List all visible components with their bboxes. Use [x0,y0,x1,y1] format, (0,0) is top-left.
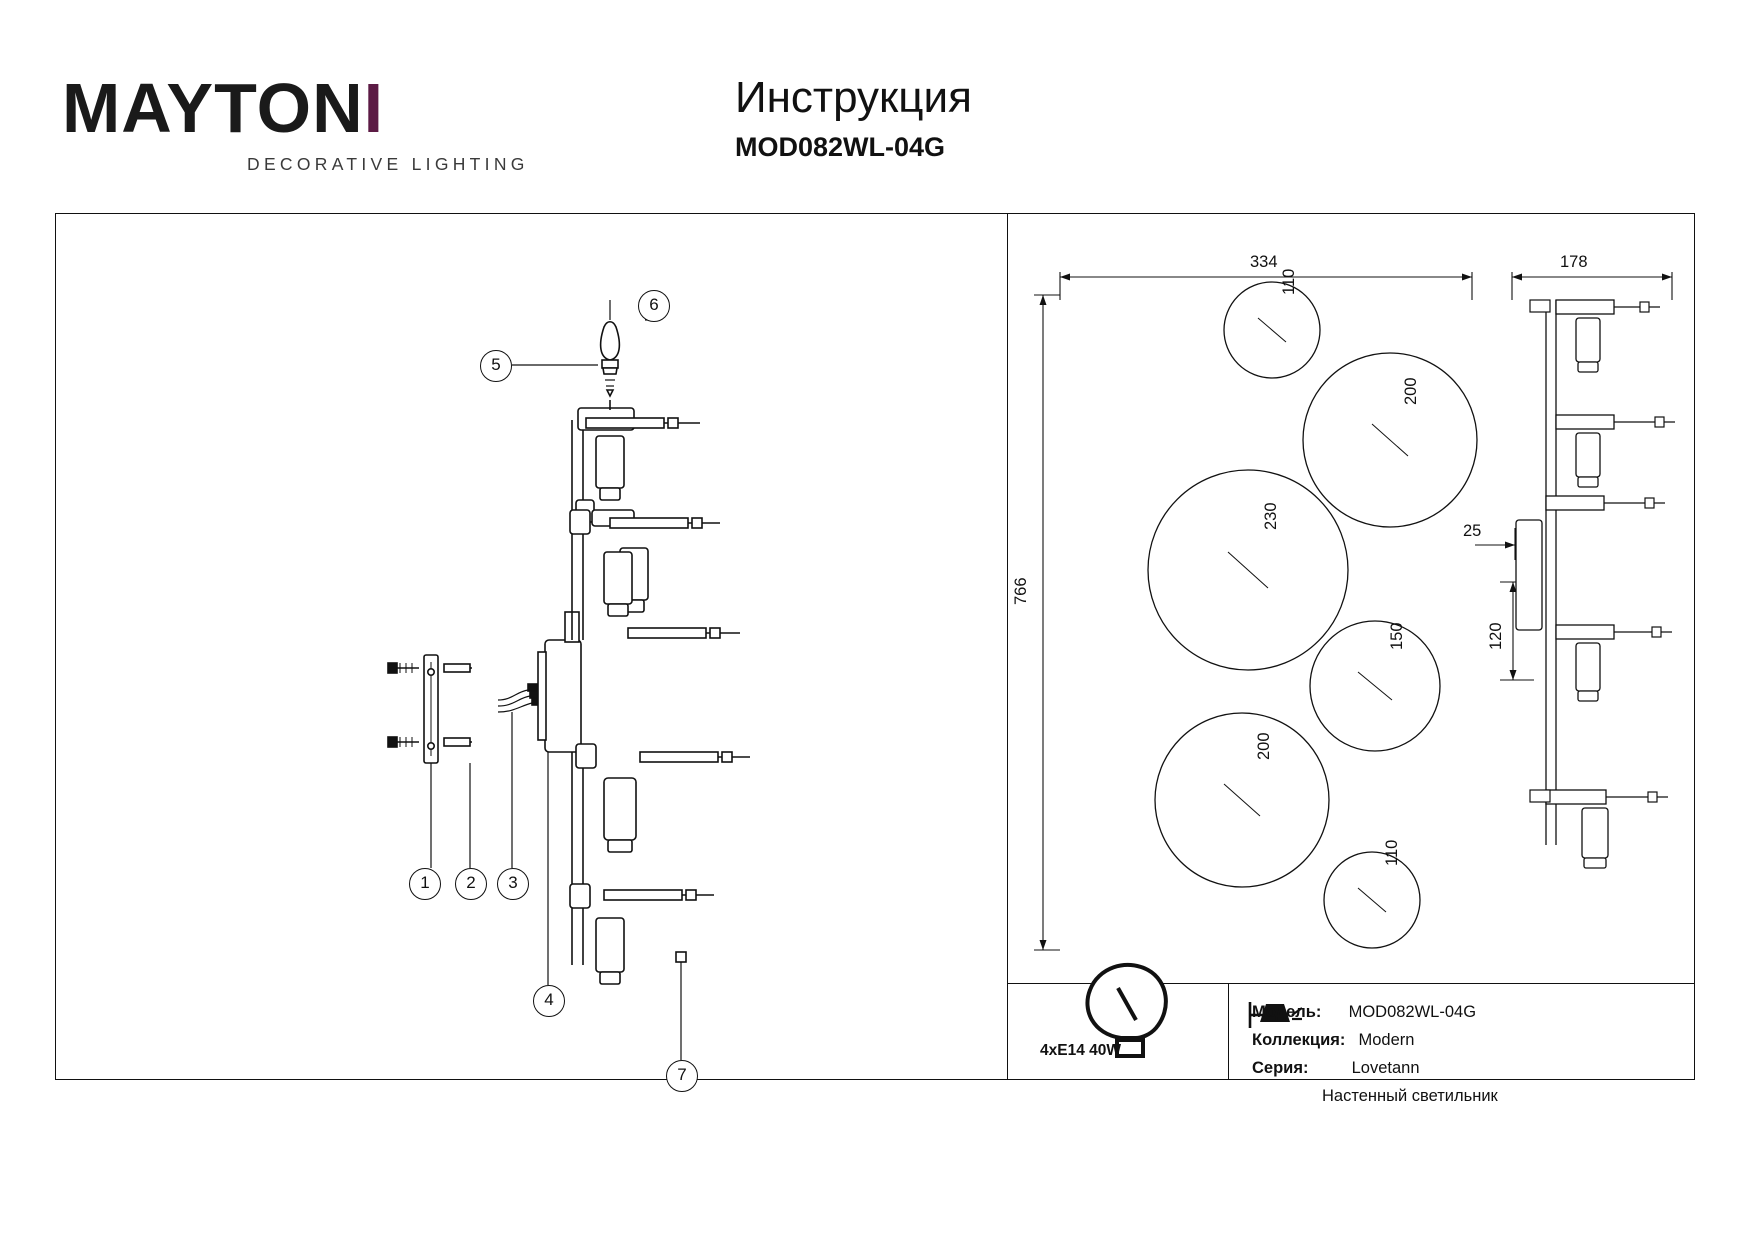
dim-front-width: 334 [1250,253,1278,271]
page-title: Инструкция [735,73,972,122]
dim-front-height: 766 [1012,577,1030,605]
sphere-diameter-6: 110 [1383,839,1401,866]
spec-collection-row [1252,1031,1414,1050]
dim-side-offset: 25 [1463,522,1482,540]
sphere-diameter-2: 200 [1402,377,1420,405]
page-model-code: MOD082WL-04G [735,132,946,162]
sphere-diameter-5: 200 [1255,732,1273,760]
spec-model-row [1252,1003,1476,1022]
sphere-diameter-3: 230 [1262,502,1280,530]
dim-side-height: 120 [1487,622,1505,650]
dim-side-width: 178 [1560,253,1588,271]
callout-3: 3 [497,868,529,900]
callout-1: 1 [409,868,441,900]
sphere-diameter-4: 150 [1388,622,1406,650]
brand-name-main: MAYTON [62,69,364,147]
callout-7: 7 [666,1060,698,1092]
spec-series-row [1252,1059,1420,1078]
lamp-socket-label: 4xE14 40W [1040,1042,1121,1059]
callout-6: 6 [638,290,670,322]
spec-collection-label: Коллекция: [1252,1031,1346,1049]
callout-5: 5 [480,350,512,382]
spec-series-value: Lovetann [1351,1059,1420,1077]
spec-collection-value: Modern [1358,1031,1415,1049]
brand-tagline: DECORATIVE LIGHTING [247,154,529,174]
brand-name-accent: I [363,69,385,147]
spec-series-label: Серия: [1252,1059,1309,1077]
spec-model-value: MOD082WL-04G [1348,1003,1477,1021]
spec-type-value: Настенный светильник [1322,1087,1498,1105]
callout-4: 4 [533,985,565,1017]
spec-model-label: Модель: [1252,1003,1322,1021]
sphere-diameter-1: 110 [1280,268,1298,295]
callout-2: 2 [455,868,487,900]
